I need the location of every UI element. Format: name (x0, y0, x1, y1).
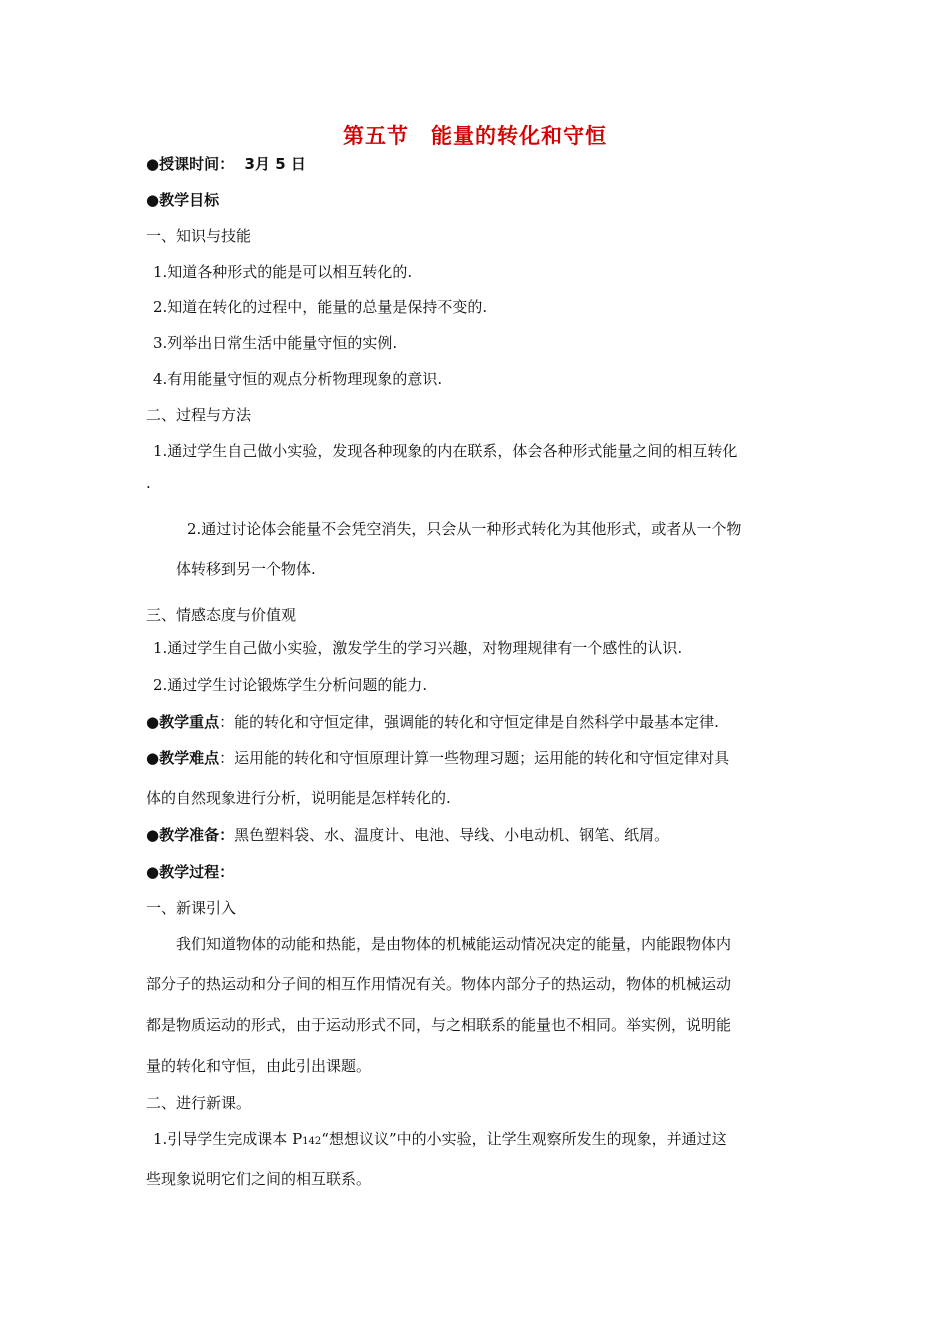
knowledge-item-3: 3.列举出日常生活中能量守恒的实例. (153, 334, 398, 352)
process-heading: ●教学过程： (146, 863, 235, 881)
time-value: 3月 5 日 (244, 155, 306, 173)
knowledge-item-2: 2.知道在转化的过程中，能量的总量是保持不变的. (153, 298, 488, 316)
intro-paragraph-line-3: 都是物质运动的形式，由于运动形式不同，与之相联系的能量也不相同。举实例，说明能 (146, 1016, 732, 1034)
goals-heading: ●教学目标 (146, 191, 220, 209)
knowledge-item-1: 1.知道各种形式的能是可以相互转化的. (153, 263, 413, 281)
process-item-1: 1.通过学生自己做小实验，发现各种现象的内在联系，体会各种形式能量之间的相互转化 (153, 442, 738, 460)
section-knowledge: 一、知识与技能 (146, 227, 252, 245)
intro-paragraph-line-2: 部分子的热运动和分子间的相互作用情况有关。物体内部分子的热运动，物体的机械运动 (146, 975, 732, 993)
difficult-point-text: ：运用能的转化和守恒原理计算一些物理习题；运用能的转化和守恒定律对具 (219, 749, 730, 767)
difficult-point (146, 747, 729, 768)
new-lesson-item-1 (153, 1128, 727, 1149)
preparation (146, 824, 669, 845)
preparation-text: 黑色塑料袋、水、温度计、电池、导线、小电动机、钢笔、纸屑。 (234, 826, 670, 844)
key-point (146, 711, 719, 732)
attitude-item-1: 1.通过学生自己做小实验，激发学生的学习兴趣，对物理规律有一个感性的认识. (153, 639, 683, 657)
section-attitude: 三、情感态度与价值观 (146, 606, 297, 624)
intro-paragraph-line-4: 量的转化和守恒，由此引出课题。 (146, 1057, 372, 1075)
new-lesson-text-a: 1.引导学生完成课本 P (153, 1130, 303, 1148)
process-item-1-end: . (146, 474, 151, 492)
time-label: ●授课时间： (146, 155, 235, 173)
new-lesson-text-b: “想想议议”中的小实验，让学生观察所发生的现象，并通过这 (321, 1130, 727, 1148)
step-intro-heading: 一、新课引入 (146, 899, 237, 917)
difficult-point-cont: 体的自然现象进行分析，说明能是怎样转化的. (146, 789, 451, 807)
process-item-2: 2.通过讨论体会能量不会凭空消失，只会从一种形式转化为其他形式，或者从一个物 (187, 520, 742, 538)
lesson-time (146, 153, 306, 174)
key-point-text: ：能的转化和守恒定律，强调能的转化和守恒定律是自然科学中最基本定律. (219, 713, 719, 731)
new-lesson-item-1-cont: 些现象说明它们之间的相互联系。 (146, 1170, 372, 1188)
section-process: 二、过程与方法 (146, 406, 252, 424)
intro-paragraph-line-1: 我们知道物体的动能和热能，是由物体的机械能运动情况决定的能量，内能跟物体内 (176, 935, 732, 953)
process-item-2-cont: 体转移到另一个物体. (176, 560, 316, 578)
step-new-heading: 二、进行新课。 (146, 1094, 252, 1112)
page-title: 第五节 能量的转化和守恒 (343, 124, 607, 148)
difficult-point-label: ●教学难点 (146, 749, 220, 767)
key-point-label: ●教学重点 (146, 713, 220, 731)
attitude-item-2: 2.通过学生讨论锻炼学生分析问题的能力. (153, 676, 428, 694)
preparation-label: ●教学准备： (146, 826, 235, 844)
page-number-subscript: 142 (302, 1136, 322, 1147)
knowledge-item-4: 4.有用能量守恒的观点分析物理现象的意识. (153, 370, 443, 388)
